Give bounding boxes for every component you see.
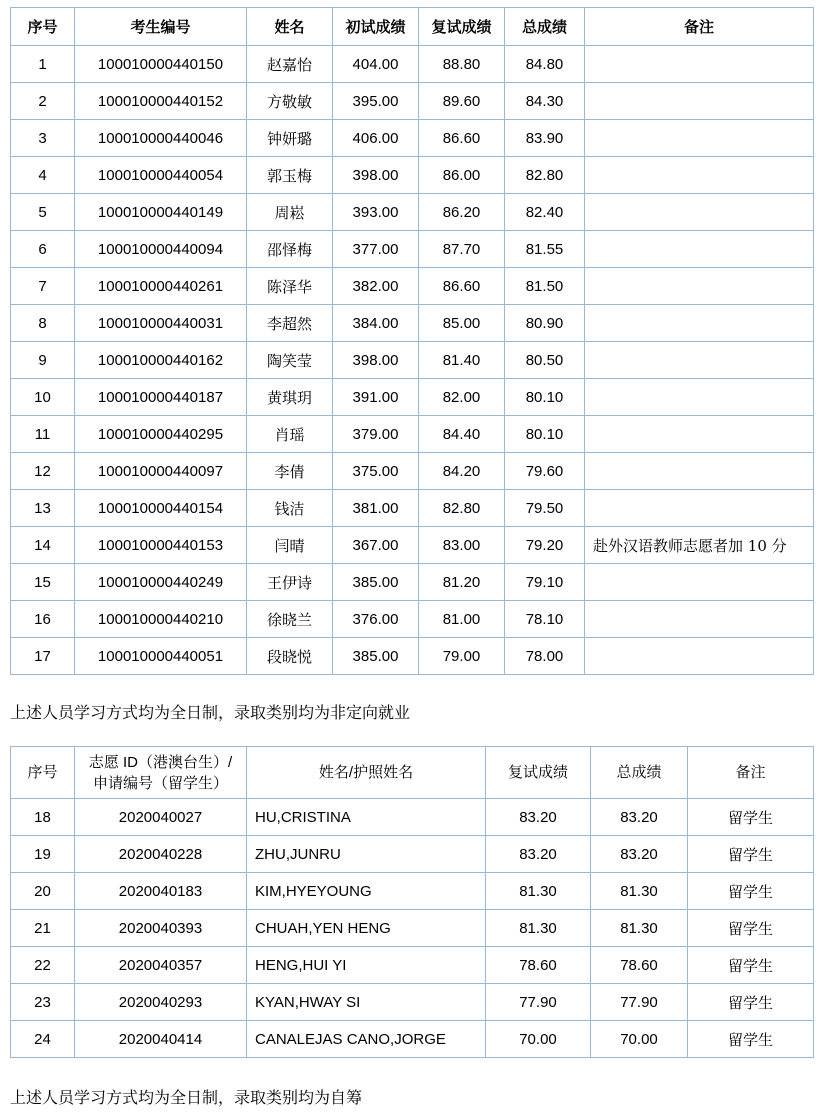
cell-note xyxy=(585,490,814,527)
cell-application-id: 2020040228 xyxy=(75,836,247,873)
cell-initial-score: 381.00 xyxy=(333,490,419,527)
cell-total-score: 81.50 xyxy=(505,268,585,305)
cell-candidate-id: 100010000440152 xyxy=(75,83,247,120)
table-row xyxy=(11,379,814,416)
cell-candidate-id: 100010000440153 xyxy=(75,527,247,564)
cell-seq: 5 xyxy=(11,194,75,231)
cell-candidate-id: 100010000440261 xyxy=(75,268,247,305)
cell-seq: 9 xyxy=(11,342,75,379)
cell-application-id: 2020040393 xyxy=(75,910,247,947)
cell-initial-score: 377.00 xyxy=(333,231,419,268)
cell-seq: 17 xyxy=(11,638,75,675)
cell-note xyxy=(585,231,814,268)
cell-initial-score: 382.00 xyxy=(333,268,419,305)
cell-seq: 14 xyxy=(11,527,75,564)
table-row xyxy=(11,527,814,564)
cell-total-score: 79.10 xyxy=(505,564,585,601)
table-row xyxy=(11,83,814,120)
cell-name: 王伊诗 xyxy=(247,564,333,601)
cell-seq: 15 xyxy=(11,564,75,601)
cell-candidate-id: 100010000440295 xyxy=(75,416,247,453)
cell-candidate-id: 100010000440031 xyxy=(75,305,247,342)
cell-total-score: 79.50 xyxy=(505,490,585,527)
table-body xyxy=(11,799,814,1058)
cell-total-score: 81.55 xyxy=(505,231,585,268)
footnote-domestic: 上述人员学习方式均为全日制，录取类别均为非定向就业 xyxy=(10,703,411,722)
header-total-score: 总成绩 xyxy=(591,747,688,799)
table-row xyxy=(11,638,814,675)
cell-total-score: 83.20 xyxy=(591,799,688,836)
header-application-id xyxy=(75,747,247,799)
cell-retest-score: 84.40 xyxy=(419,416,505,453)
cell-seq: 20 xyxy=(11,873,75,910)
cell-seq: 10 xyxy=(11,379,75,416)
cell-candidate-id: 100010000440249 xyxy=(75,564,247,601)
table-row xyxy=(11,416,814,453)
cell-retest-score: 79.00 xyxy=(419,638,505,675)
cell-note xyxy=(585,120,814,157)
cell-passport-name: CHUAH,YEN HENG xyxy=(247,910,486,947)
table-row xyxy=(11,799,814,836)
cell-candidate-id: 100010000440154 xyxy=(75,490,247,527)
cell-total-score: 80.50 xyxy=(505,342,585,379)
cell-initial-score: 393.00 xyxy=(333,194,419,231)
cell-passport-name: KYAN,HWAY SI xyxy=(247,984,486,1021)
header-name: 姓名 xyxy=(247,8,333,46)
header-initial-score: 初试成绩 xyxy=(333,8,419,46)
cell-note: 留学生 xyxy=(688,910,814,947)
cell-name: 闫晴 xyxy=(247,527,333,564)
cell-application-id: 2020040183 xyxy=(75,873,247,910)
cell-application-id: 2020040414 xyxy=(75,1021,247,1058)
table-row xyxy=(11,910,814,947)
cell-note xyxy=(585,157,814,194)
cell-passport-name: CANALEJAS CANO,JORGE xyxy=(247,1021,486,1058)
cell-total-score: 79.20 xyxy=(505,527,585,564)
cell-name: 郭玉梅 xyxy=(247,157,333,194)
cell-name: 李倩 xyxy=(247,453,333,490)
cell-passport-name: HU,CRISTINA xyxy=(247,799,486,836)
cell-retest-score: 86.00 xyxy=(419,157,505,194)
cell-total-score: 80.10 xyxy=(505,416,585,453)
cell-candidate-id: 100010000440094 xyxy=(75,231,247,268)
cell-retest-score: 87.70 xyxy=(419,231,505,268)
cell-note xyxy=(585,342,814,379)
table-row xyxy=(11,601,814,638)
table-row xyxy=(11,268,814,305)
cell-name: 邵怿梅 xyxy=(247,231,333,268)
cell-seq: 19 xyxy=(11,836,75,873)
cell-total-score: 81.30 xyxy=(591,873,688,910)
cell-total-score: 78.10 xyxy=(505,601,585,638)
cell-application-id: 2020040027 xyxy=(75,799,247,836)
cell-retest-score: 83.20 xyxy=(486,836,591,873)
cell-name: 陶笑莹 xyxy=(247,342,333,379)
cell-total-score: 83.90 xyxy=(505,120,585,157)
cell-passport-name: KIM,HYEYOUNG xyxy=(247,873,486,910)
table-row xyxy=(11,873,814,910)
cell-candidate-id: 100010000440097 xyxy=(75,453,247,490)
header-application-id-line2: 申请编号（留学生） xyxy=(92,774,228,792)
cell-retest-score: 82.80 xyxy=(419,490,505,527)
cell-note: 赴外汉语教师志愿者加 10 分 xyxy=(585,527,814,564)
table-row xyxy=(11,836,814,873)
cell-seq: 24 xyxy=(11,1021,75,1058)
cell-note xyxy=(585,601,814,638)
cell-total-score: 82.80 xyxy=(505,157,585,194)
table-row xyxy=(11,564,814,601)
table-row xyxy=(11,231,814,268)
header-retest-score: 复试成绩 xyxy=(419,8,505,46)
cell-note xyxy=(585,564,814,601)
cell-note: 留学生 xyxy=(688,873,814,910)
header-application-id-line1: 志愿 ID（港澳台生）/ xyxy=(88,753,233,771)
table-row xyxy=(11,1021,814,1058)
cell-total-score: 79.60 xyxy=(505,453,585,490)
table-row xyxy=(11,157,814,194)
table-row xyxy=(11,342,814,379)
cell-initial-score: 398.00 xyxy=(333,342,419,379)
admission-table-international xyxy=(10,746,814,1058)
cell-seq: 4 xyxy=(11,157,75,194)
cell-candidate-id: 100010000440051 xyxy=(75,638,247,675)
cell-initial-score: 385.00 xyxy=(333,638,419,675)
cell-retest-score: 88.80 xyxy=(419,46,505,83)
cell-note xyxy=(585,268,814,305)
cell-retest-score: 86.60 xyxy=(419,268,505,305)
cell-retest-score: 78.60 xyxy=(486,947,591,984)
cell-application-id: 2020040293 xyxy=(75,984,247,1021)
admission-table-domestic xyxy=(10,7,814,675)
cell-note: 留学生 xyxy=(688,1021,814,1058)
cell-name: 陈泽华 xyxy=(247,268,333,305)
cell-seq: 11 xyxy=(11,416,75,453)
cell-retest-score: 81.30 xyxy=(486,910,591,947)
cell-total-score: 80.10 xyxy=(505,379,585,416)
cell-candidate-id: 100010000440210 xyxy=(75,601,247,638)
cell-retest-score: 82.00 xyxy=(419,379,505,416)
cell-total-score: 84.30 xyxy=(505,83,585,120)
cell-note xyxy=(585,305,814,342)
cell-name: 钱洁 xyxy=(247,490,333,527)
cell-seq: 8 xyxy=(11,305,75,342)
cell-seq: 3 xyxy=(11,120,75,157)
cell-note: 留学生 xyxy=(688,799,814,836)
cell-note: 留学生 xyxy=(688,836,814,873)
cell-total-score: 70.00 xyxy=(591,1021,688,1058)
cell-retest-score: 83.00 xyxy=(419,527,505,564)
cell-retest-score: 77.90 xyxy=(486,984,591,1021)
table-body xyxy=(11,46,814,675)
header-total-score: 总成绩 xyxy=(505,8,585,46)
table-row xyxy=(11,984,814,1021)
cell-retest-score: 84.20 xyxy=(419,453,505,490)
cell-name: 段晓悦 xyxy=(247,638,333,675)
cell-initial-score: 391.00 xyxy=(333,379,419,416)
cell-name: 黄琪玥 xyxy=(247,379,333,416)
cell-initial-score: 398.00 xyxy=(333,157,419,194)
cell-name: 徐晓兰 xyxy=(247,601,333,638)
header-note: 备注 xyxy=(688,747,814,799)
cell-initial-score: 404.00 xyxy=(333,46,419,83)
header-seq: 序号 xyxy=(11,8,75,46)
cell-total-score: 83.20 xyxy=(591,836,688,873)
table-row xyxy=(11,46,814,83)
cell-note xyxy=(585,194,814,231)
cell-total-score: 82.40 xyxy=(505,194,585,231)
cell-retest-score: 86.60 xyxy=(419,120,505,157)
cell-note xyxy=(585,83,814,120)
cell-seq: 23 xyxy=(11,984,75,1021)
table-header-row xyxy=(11,8,814,46)
cell-application-id: 2020040357 xyxy=(75,947,247,984)
cell-candidate-id: 100010000440162 xyxy=(75,342,247,379)
cell-seq: 6 xyxy=(11,231,75,268)
cell-initial-score: 384.00 xyxy=(333,305,419,342)
table-row xyxy=(11,305,814,342)
cell-initial-score: 367.00 xyxy=(333,527,419,564)
cell-candidate-id: 100010000440149 xyxy=(75,194,247,231)
table-header-row xyxy=(11,747,814,799)
cell-note xyxy=(585,379,814,416)
cell-initial-score: 379.00 xyxy=(333,416,419,453)
cell-name: 赵嘉怡 xyxy=(247,46,333,83)
cell-initial-score: 375.00 xyxy=(333,453,419,490)
cell-retest-score: 81.00 xyxy=(419,601,505,638)
table-row xyxy=(11,947,814,984)
table-row xyxy=(11,453,814,490)
cell-candidate-id: 100010000440150 xyxy=(75,46,247,83)
cell-name: 方敬敏 xyxy=(247,83,333,120)
cell-passport-name: HENG,HUI YI xyxy=(247,947,486,984)
cell-candidate-id: 100010000440054 xyxy=(75,157,247,194)
cell-initial-score: 406.00 xyxy=(333,120,419,157)
cell-total-score: 77.90 xyxy=(591,984,688,1021)
cell-initial-score: 395.00 xyxy=(333,83,419,120)
cell-seq: 16 xyxy=(11,601,75,638)
cell-name: 肖瑶 xyxy=(247,416,333,453)
cell-retest-score: 81.20 xyxy=(419,564,505,601)
cell-note xyxy=(585,46,814,83)
cell-note xyxy=(585,416,814,453)
cell-total-score: 81.30 xyxy=(591,910,688,947)
header-passport-name: 姓名/护照姓名 xyxy=(247,747,486,799)
cell-retest-score: 70.00 xyxy=(486,1021,591,1058)
cell-seq: 1 xyxy=(11,46,75,83)
cell-note xyxy=(585,453,814,490)
cell-retest-score: 81.40 xyxy=(419,342,505,379)
cell-passport-name: ZHU,JUNRU xyxy=(247,836,486,873)
cell-note: 留学生 xyxy=(688,947,814,984)
cell-total-score: 78.00 xyxy=(505,638,585,675)
cell-name: 钟妍璐 xyxy=(247,120,333,157)
cell-seq: 13 xyxy=(11,490,75,527)
cell-retest-score: 85.00 xyxy=(419,305,505,342)
cell-seq: 2 xyxy=(11,83,75,120)
cell-total-score: 80.90 xyxy=(505,305,585,342)
header-candidate-id: 考生编号 xyxy=(75,8,247,46)
cell-note: 留学生 xyxy=(688,984,814,1021)
cell-seq: 7 xyxy=(11,268,75,305)
cell-initial-score: 385.00 xyxy=(333,564,419,601)
cell-seq: 18 xyxy=(11,799,75,836)
cell-retest-score: 81.30 xyxy=(486,873,591,910)
cell-note xyxy=(585,638,814,675)
cell-name: 周崧 xyxy=(247,194,333,231)
cell-seq: 12 xyxy=(11,453,75,490)
cell-initial-score: 376.00 xyxy=(333,601,419,638)
table-row xyxy=(11,490,814,527)
cell-retest-score: 83.20 xyxy=(486,799,591,836)
cell-seq: 22 xyxy=(11,947,75,984)
cell-name: 李超然 xyxy=(247,305,333,342)
cell-total-score: 84.80 xyxy=(505,46,585,83)
cell-seq: 21 xyxy=(11,910,75,947)
cell-candidate-id: 100010000440187 xyxy=(75,379,247,416)
header-retest-score: 复试成绩 xyxy=(486,747,591,799)
header-note: 备注 xyxy=(585,8,814,46)
header-seq: 序号 xyxy=(11,747,75,799)
cell-retest-score: 86.20 xyxy=(419,194,505,231)
cell-retest-score: 89.60 xyxy=(419,83,505,120)
table-row xyxy=(11,194,814,231)
table-row xyxy=(11,120,814,157)
footnote-international: 上述人员学习方式均为全日制，录取类别均为自筹 xyxy=(10,1088,363,1107)
cell-candidate-id: 100010000440046 xyxy=(75,120,247,157)
cell-total-score: 78.60 xyxy=(591,947,688,984)
